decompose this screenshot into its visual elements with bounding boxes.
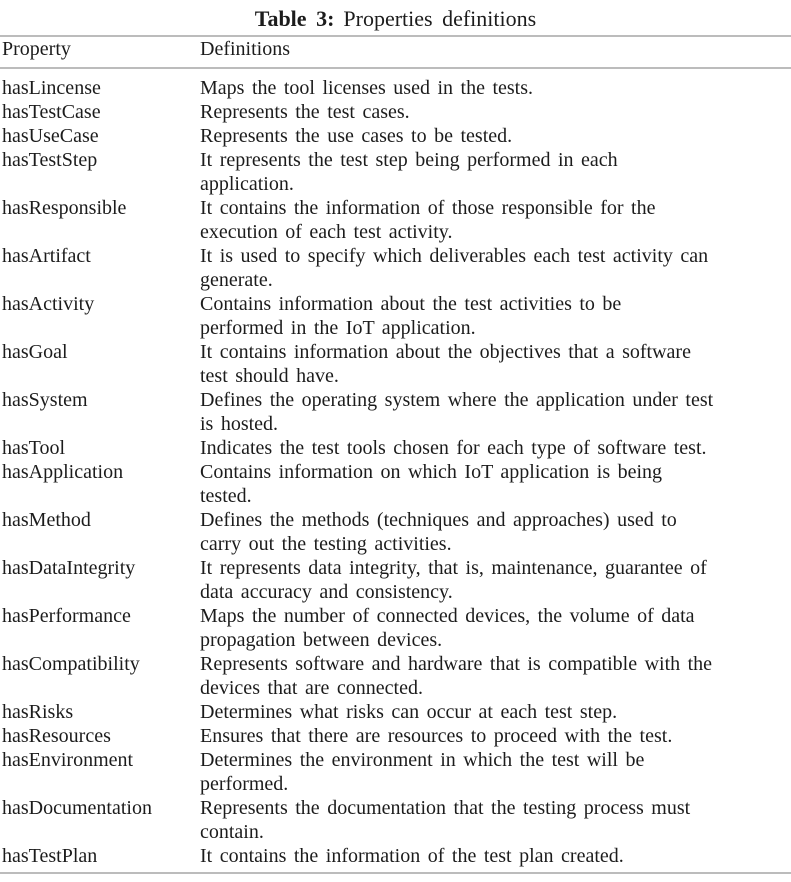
property-cell: hasTool bbox=[2, 437, 66, 459]
table-row bbox=[0, 844, 791, 868]
definition-cell bbox=[200, 508, 791, 556]
definition-line: Determines the environment in which the test will be bbox=[200, 749, 645, 771]
definition-cell bbox=[200, 76, 791, 100]
definition-line: carry out the testing activities. bbox=[200, 533, 452, 555]
property-cell: hasTestPlan bbox=[2, 845, 98, 867]
table-row bbox=[0, 124, 791, 148]
property-cell: hasApplication bbox=[2, 461, 124, 483]
definition-line: Maps the tool licenses used in the tests. bbox=[200, 77, 534, 99]
property-cell: hasMethod bbox=[2, 509, 91, 531]
property-cell: hasPerformance bbox=[2, 605, 131, 627]
table-row bbox=[0, 700, 791, 724]
definition-line: Determines what risks can occur at each test step. bbox=[200, 701, 618, 723]
definition-cell bbox=[200, 340, 791, 388]
definition-cell bbox=[200, 244, 791, 292]
definition-cell bbox=[200, 388, 791, 436]
definition-line: It contains information about the objectives that a software bbox=[200, 341, 691, 363]
definition-line: generate. bbox=[200, 269, 273, 291]
definition-line: Ensures that there are resources to proceed with the test. bbox=[200, 725, 673, 747]
definition-line: It represents the test step being performed in each bbox=[200, 149, 618, 171]
definition-cell bbox=[200, 124, 791, 148]
table-row bbox=[0, 652, 791, 700]
definition-line: Defines the operating system where the application under test bbox=[200, 389, 714, 411]
definition-line: Contains information on which IoT application is being bbox=[200, 461, 663, 483]
table-row bbox=[0, 76, 791, 100]
table-row bbox=[0, 796, 791, 844]
definition-cell bbox=[200, 748, 791, 796]
definition-line: Represents software and hardware that is compatible with the bbox=[200, 653, 713, 675]
definition-line: data accuracy and consistency. bbox=[200, 581, 453, 603]
property-cell: hasDataIntegrity bbox=[2, 557, 136, 579]
table-header-row bbox=[0, 37, 791, 67]
table-row bbox=[0, 100, 791, 124]
property-cell: hasCompatibility bbox=[2, 653, 140, 675]
property-cell: hasLincense bbox=[2, 77, 101, 99]
table-body bbox=[0, 69, 791, 872]
definition-line: performed in the IoT application. bbox=[200, 317, 476, 339]
property-cell: hasRisks bbox=[2, 701, 74, 723]
definition-line: Maps the number of connected devices, the volume of data bbox=[200, 605, 695, 627]
property-cell: hasResources bbox=[2, 725, 111, 747]
column-header-property: Property bbox=[2, 38, 71, 60]
definition-cell bbox=[200, 700, 791, 724]
table-row bbox=[0, 340, 791, 388]
definition-line: application. bbox=[200, 173, 294, 195]
table-row bbox=[0, 436, 791, 460]
definition-line: Represents the use cases to be tested. bbox=[200, 125, 513, 147]
property-cell: hasUseCase bbox=[2, 125, 99, 147]
definition-cell bbox=[200, 556, 791, 604]
property-cell: hasEnvironment bbox=[2, 749, 134, 771]
definition-cell bbox=[200, 796, 791, 844]
definition-line: devices that are connected. bbox=[200, 677, 423, 699]
property-cell: hasArtifact bbox=[2, 245, 91, 267]
definition-cell bbox=[200, 724, 791, 748]
table-row bbox=[0, 388, 791, 436]
definition-line: It is used to specify which deliverables each test activity can bbox=[200, 245, 709, 267]
definition-cell bbox=[200, 196, 791, 244]
definition-line: Represents the documentation that the testing process must bbox=[200, 797, 691, 819]
definition-cell bbox=[200, 844, 791, 868]
definition-cell bbox=[200, 604, 791, 652]
table-row bbox=[0, 556, 791, 604]
definition-line: is hosted. bbox=[200, 413, 279, 435]
table-caption bbox=[0, 0, 791, 35]
definition-line: contain. bbox=[200, 821, 264, 843]
definition-cell bbox=[200, 148, 791, 196]
table-row bbox=[0, 604, 791, 652]
property-cell: hasDocumentation bbox=[2, 797, 152, 819]
column-header-definitions: Definitions bbox=[200, 38, 290, 60]
table-row bbox=[0, 508, 791, 556]
table-row bbox=[0, 244, 791, 292]
definition-cell bbox=[200, 100, 791, 124]
property-cell: hasGoal bbox=[2, 341, 68, 363]
table-caption-label: Table 3: bbox=[254, 6, 335, 31]
table-row bbox=[0, 460, 791, 508]
property-cell: hasActivity bbox=[2, 293, 95, 315]
definition-line: It contains the information of the test plan created. bbox=[200, 845, 624, 867]
table-row bbox=[0, 196, 791, 244]
definition-line: Indicates the test tools chosen for each type of software test. bbox=[200, 437, 707, 459]
definition-cell bbox=[200, 292, 791, 340]
definition-line: tested. bbox=[200, 485, 252, 507]
definition-cell bbox=[200, 652, 791, 700]
table-caption-title: Properties definitions bbox=[343, 6, 537, 31]
table-row bbox=[0, 148, 791, 196]
definition-line: It contains the information of those responsible for the bbox=[200, 197, 656, 219]
definition-line: Defines the methods (techniques and approaches) used to bbox=[200, 509, 677, 531]
property-cell: hasTestStep bbox=[2, 149, 98, 171]
property-cell: hasTestCase bbox=[2, 101, 101, 123]
definition-line: Contains information about the test activities to be bbox=[200, 293, 622, 315]
table-row bbox=[0, 724, 791, 748]
definition-line: Represents the test cases. bbox=[200, 101, 410, 123]
definition-line: performed. bbox=[200, 773, 289, 795]
property-cell: hasResponsible bbox=[2, 197, 127, 219]
definition-line: test should have. bbox=[200, 365, 339, 387]
table-bottom-rule bbox=[0, 872, 791, 874]
definition-line: It represents data integrity, that is, maintenance, guarantee of bbox=[200, 557, 707, 579]
definition-line: execution of each test activity. bbox=[200, 221, 453, 243]
definition-cell bbox=[200, 460, 791, 508]
property-cell: hasSystem bbox=[2, 389, 88, 411]
definition-cell bbox=[200, 436, 791, 460]
definition-line: propagation between devices. bbox=[200, 629, 443, 651]
table-row bbox=[0, 748, 791, 796]
table-row bbox=[0, 292, 791, 340]
